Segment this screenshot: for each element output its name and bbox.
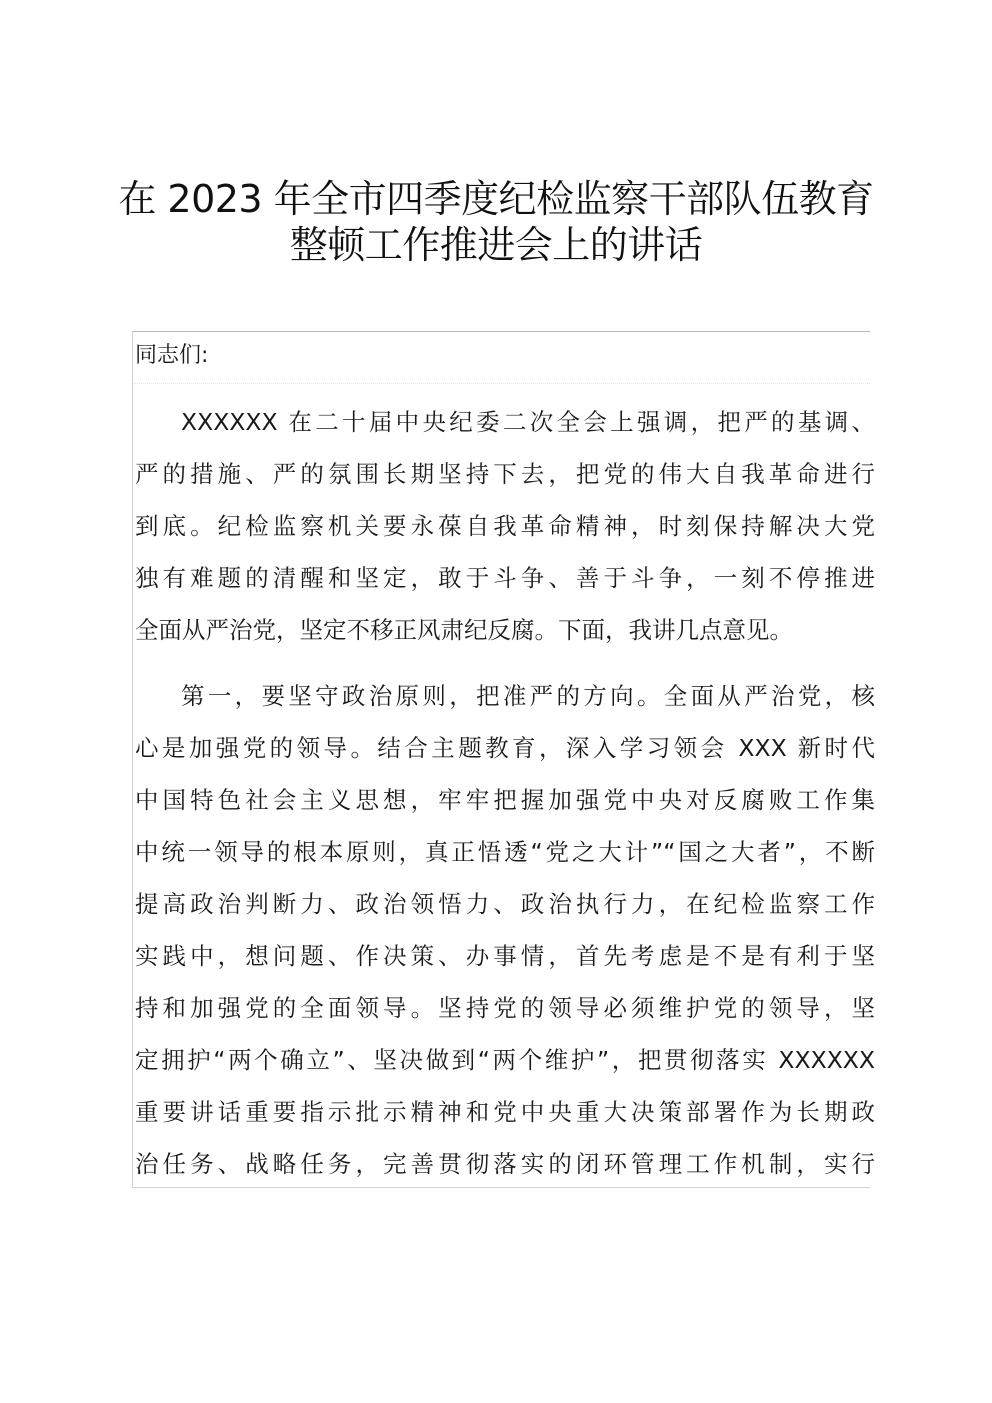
- paragraph-line: 独有难题的清醒和坚定，敢于斗争、善于斗争，一刻不停推进: [135, 564, 875, 592]
- divider: [133, 383, 870, 384]
- paragraph-line: 中国特色社会主义思想，牢牢把握加强党中央对反腐败工作集: [135, 786, 875, 814]
- paragraph-first-point: [135, 670, 875, 1190]
- paragraph-line: 第一，要坚守政治原则，把准严的方向。全面从严治党，核: [181, 682, 875, 710]
- paragraph-line: 治任务、战略任务，完善贯彻落实的闭环管理工作机制，实行: [135, 1150, 875, 1178]
- paragraph-line: 实践中，想问题、作决策、办事情，首先考虑是不是有利于坚: [135, 942, 875, 970]
- paragraph-line: 全面从严治党，坚定不移正风肃纪反腐。下面，我讲几点意见。: [135, 616, 793, 644]
- salutation: 同志们:: [135, 343, 209, 368]
- title-line-1: 在 2023 年全市四季度纪检监察干部队伍教育: [118, 177, 874, 221]
- paragraph-line: 提高政治判断力、政治领悟力、政治执行力，在纪检监察工作: [135, 890, 875, 918]
- paragraph-line: 严的措施、严的氛围长期坚持下去，把党的伟大自我革命进行: [135, 460, 875, 488]
- paragraph-line: 持和加强党的全面领导。坚持党的领导必须维护党的领导，坚: [135, 994, 875, 1022]
- document-title: [100, 176, 892, 268]
- paragraph-line: 到底。纪检监察机关要永葆自我革命精神，时刻保持解决大党: [135, 512, 875, 540]
- paragraph-intro: [135, 396, 875, 656]
- title-line-2: 整顿工作推进会上的讲话: [289, 223, 703, 267]
- paragraph-line: 中统一领导的根本原则，真正悟透“党之大计”“国之大者”，不断: [135, 838, 875, 866]
- paragraph-line: 重要讲话重要指示批示精神和党中央重大决策部署作为长期政: [135, 1098, 875, 1126]
- paragraph-line: 心是加强党的领导。结合主题教育，深入学习领会 XXX 新时代: [135, 734, 875, 762]
- paragraph-line: 定拥护“两个确立”、坚决做到“两个维护”，把贯彻落实 XXXXXX: [135, 1046, 875, 1074]
- document-body: [132, 331, 875, 1188]
- paragraph-line: XXXXXX 在二十届中央纪委二次全会上强调，把严的基调、: [181, 408, 875, 436]
